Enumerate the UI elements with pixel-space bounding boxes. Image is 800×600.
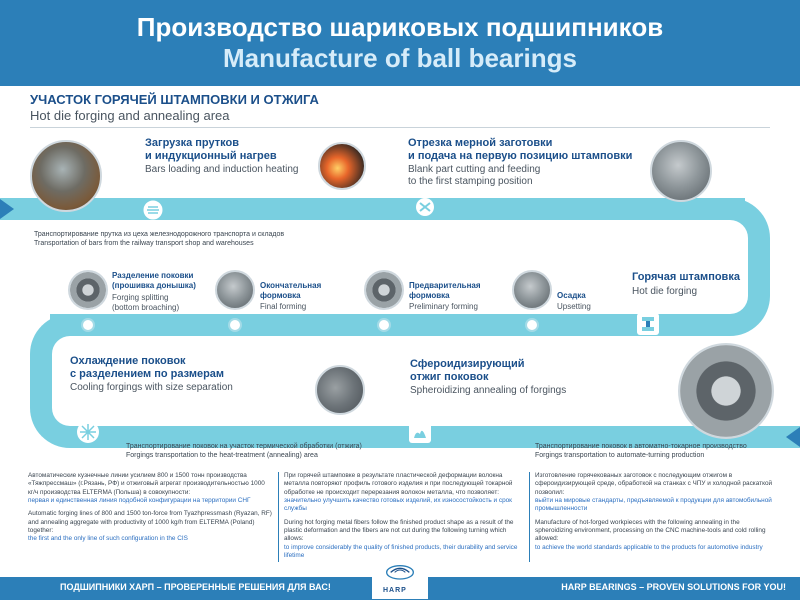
- col1-ru-text: Автоматические кузнечные линии усилием 800 и 1500 тонн производства «Тяжпрессмаш» (г.Рязань, РФ) и отжиговый агрегат производительностью 1000 кг/ч производства ELTERMA (Польша) в совокупности:: [28, 472, 265, 496]
- press-icon: [636, 312, 660, 336]
- section-divider: [30, 127, 770, 128]
- col3-en-highlight: to achieve the world standards applicable to the products for automotive industry: [535, 543, 763, 551]
- col2-ru-text: При горячей штамповке в результате пластической деформации волокна металла повторяют профиль готового изделия и при последующей токарной обработке не происходит перерезания волокон металла, что позволяет:: [284, 472, 513, 496]
- col3-ru-text: Изготовление горячекованых заготовок с последующим отжигом в сфероидизирующей среде, обработкой на станках с ЧПУ и холодной раскаткой позволил:: [535, 472, 773, 496]
- cooling-label-en: Cooling forgings with size separation: [70, 382, 233, 393]
- preliminary-forming-node: [377, 318, 391, 332]
- final-label-ru: Окончательная формовка: [260, 281, 322, 300]
- coil-icon: [143, 200, 163, 220]
- bars-photo: [30, 140, 102, 212]
- annealing-label-en: Spheroidizing annealing of forgings: [410, 385, 567, 396]
- transport-turning-note: Транспортирование поковок в автоматно-токарное производство Forgings transportation to automate-turning production: [535, 443, 747, 460]
- harp-logo-mark-icon: [372, 563, 428, 587]
- upsetting-label-ru: Осадка: [557, 291, 586, 300]
- final-forming-node: [228, 318, 242, 332]
- cutting-label-en: Blank part cutting and feeding to the first stamping position: [408, 164, 541, 187]
- footer-slogan-ru: ПОДШИПНИКИ ХАРП – ПРОВЕРЕННЫЕ РЕШЕНИЯ ДЛЯ ВАС!: [60, 582, 331, 592]
- hot-forging-label-en: Hot die forging: [632, 286, 698, 297]
- title-en: Manufacture of ball bearings: [223, 43, 577, 73]
- cutting-photo: [318, 142, 366, 190]
- info-column-1: [28, 472, 273, 544]
- preliminary-label-ru: Предварительная формовка: [409, 281, 481, 300]
- section-title-en: Hot die forging and annealing area: [30, 108, 230, 123]
- harp-logo-text: HARP: [383, 587, 407, 594]
- column-divider-1: [278, 472, 279, 562]
- splitting-node: [81, 318, 95, 332]
- bearing-ring-photo: [678, 343, 774, 439]
- col1-en-text: Automatic forging lines of 800 and 1500 ton-force from Tyazhpressmash (Ryazan, RF) and annealing aggregate with productivity of 1000 kg/h from ELTERMA (Poland) together:: [28, 510, 272, 534]
- splitting-photo: [68, 270, 108, 310]
- transport-bars-note: Транспортирование прутка из цеха железнодорожного транспорта и складов Transportation of bars from the railway transport shop and warehouses: [34, 231, 285, 248]
- cooling-label-ru: Охлаждение поковок с разделением по размерам: [70, 355, 225, 381]
- preliminary-label-en: Preliminary forming: [409, 302, 478, 311]
- final-label-en: Final forming: [260, 302, 307, 311]
- billet-photo: [650, 140, 712, 202]
- cooling-icon: [76, 420, 100, 444]
- loading-label-ru: Загрузка прутков и индукционный нагрев: [145, 137, 277, 163]
- upsetting-label-en: Upsetting: [557, 302, 591, 311]
- right-edge-arrow: [786, 427, 800, 447]
- col2-en-text: During hot forging metal fibers follow the finished product shape as a result of the plastic deformation and the fibers are not cut during the following turning which allows:: [284, 518, 514, 543]
- upsetting-node: [525, 318, 539, 332]
- upsetting-photo: [512, 270, 552, 310]
- info-column-3: [535, 472, 775, 552]
- footer-slogan-en: HARP BEARINGS – PROVEN SOLUTIONS FOR YOU!: [561, 582, 786, 592]
- col1-ru-highlight: первая и единственная линия подобной конфигурации на территории СНГ: [28, 496, 251, 504]
- info-column-2: [284, 472, 524, 560]
- hot-forging-label-ru: Горячая штамповка: [632, 271, 740, 283]
- splitting-label-ru: Разделение поковки (прошивка донышка): [112, 271, 196, 290]
- section-title-ru: УЧАСТОК ГОРЯЧЕЙ ШТАМПОВКИ И ОТЖИГА: [30, 92, 319, 107]
- transport-heat-note: Транспортирование поковок на участок термической обработки (отжига) Forgings transportation to the heat-treatment (annealing) area: [126, 443, 362, 460]
- col2-en-highlight: to improve considerably the quality of finished products, their durability and service lifetime: [284, 543, 518, 559]
- col3-ru-highlight: выйти на мировые стандарты, предъявляемой к продукции для автомобильной промышленности: [535, 496, 772, 513]
- furnace-icon: [408, 420, 432, 444]
- page-header: [0, 0, 800, 86]
- cooling-photo: [315, 365, 365, 415]
- loading-label-en: Bars loading and induction heating: [145, 164, 299, 175]
- preliminary-forming-photo: [364, 270, 404, 310]
- annealing-label-ru: Сфероидизирующий отжиг поковок: [410, 358, 525, 384]
- final-forming-photo: [215, 270, 255, 310]
- column-divider-2: [529, 472, 530, 562]
- left-edge-arrow: [0, 199, 14, 219]
- cutter-icon: [415, 197, 435, 217]
- col2-ru-highlight: значительно улучшить качество готовых изделий, их износостойкость и срок службы: [284, 496, 512, 513]
- col1-en-highlight: the first and the only line of such configuration in the CIS: [28, 535, 188, 543]
- col3-en-text: Manufacture of hot-forged workpieces with the following annealing in the spheroidizing environment, processing on the CNC machine-tools and cold rolling allowed:: [535, 518, 766, 543]
- flow-band-top: [0, 198, 745, 220]
- splitting-label-en: Forging splitting (bottom broaching): [112, 293, 180, 312]
- cutting-label-ru: Отрезка мерной заготовки и подача на первую позицию штамповки: [408, 137, 633, 163]
- title-ru: Производство шариковых подшипников: [136, 12, 664, 42]
